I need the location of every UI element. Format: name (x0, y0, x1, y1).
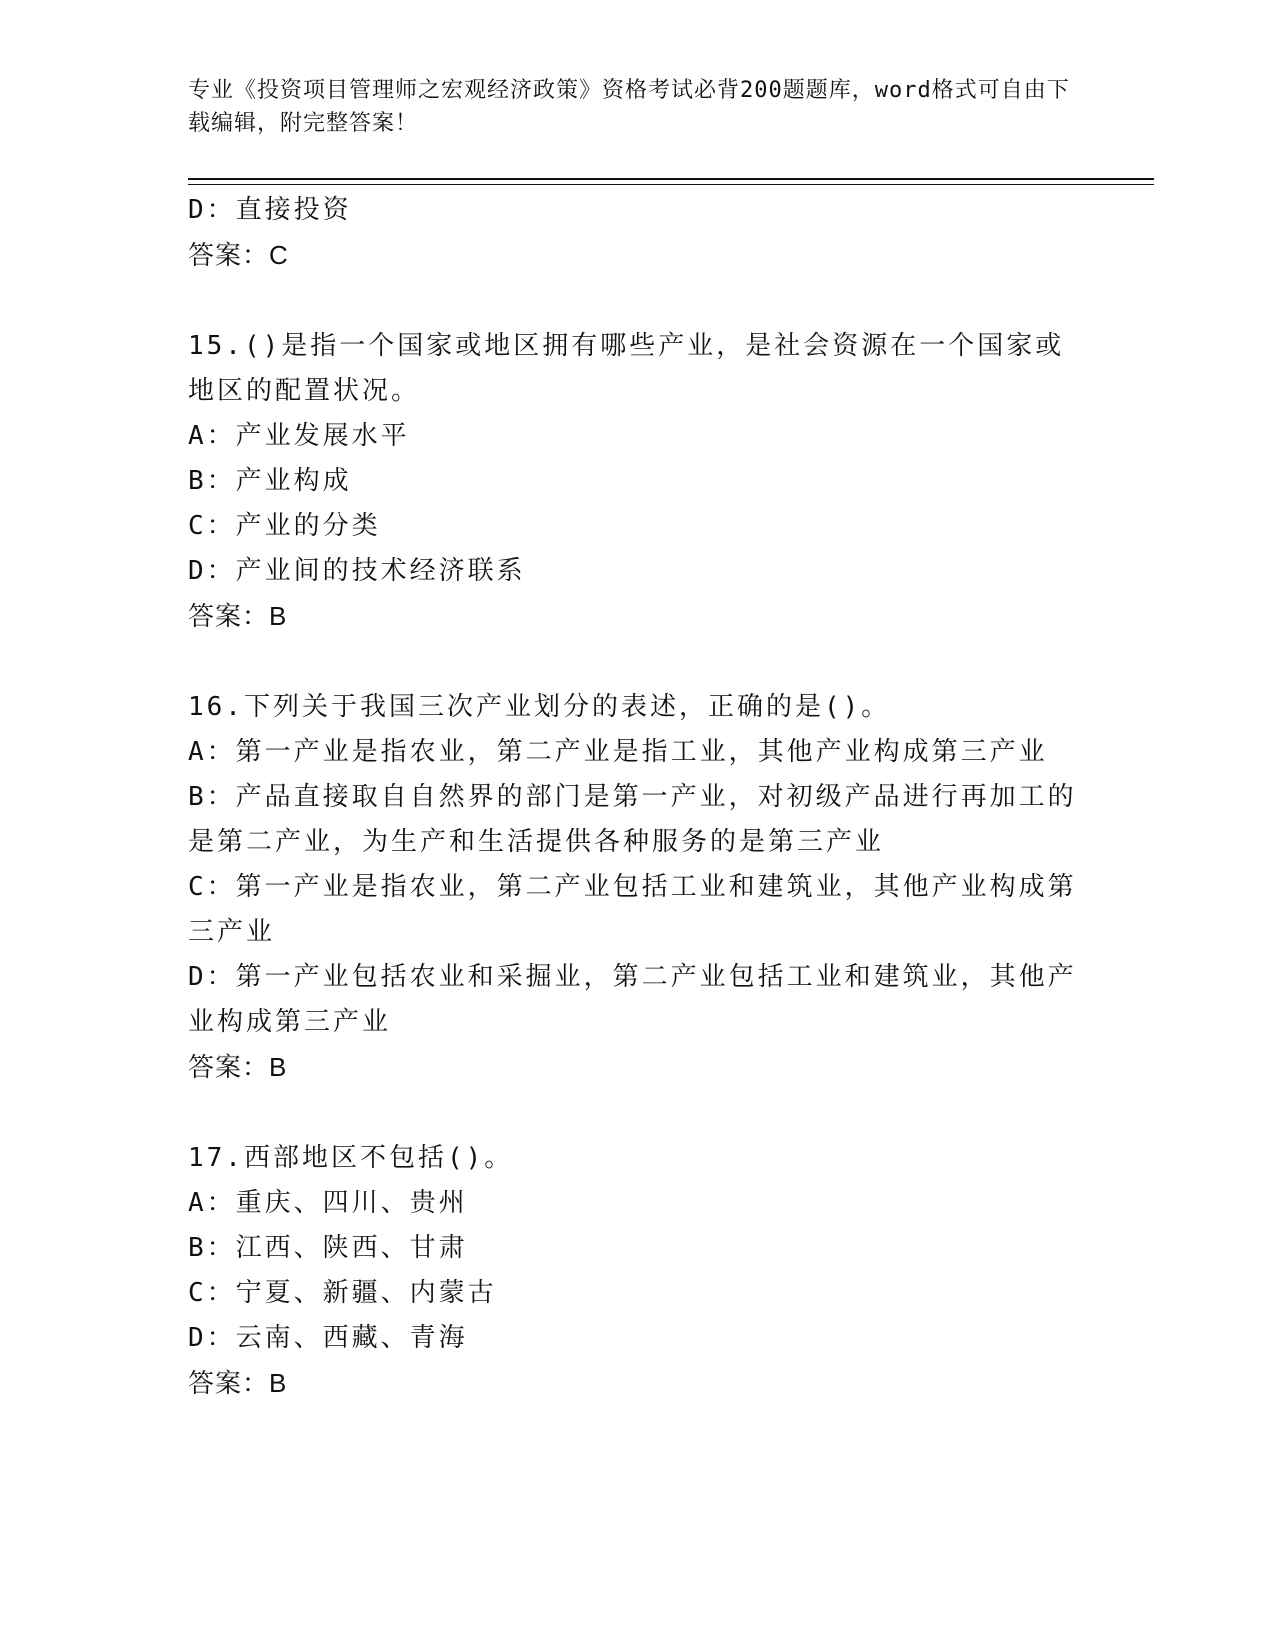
answer-line: 答案：B (188, 1052, 288, 1082)
option-d: D：云南、西藏、青海 (188, 1323, 468, 1353)
answer-line: 答案：B (188, 601, 288, 631)
question-16 (188, 685, 1088, 1090)
header-rule-thick (188, 178, 1154, 180)
question-gap (188, 278, 1088, 324)
question-stem: 15.()是指一个国家或地区拥有哪些产业，是社会资源在一个国家或地区的配置状况。 (188, 331, 1065, 406)
option-a: A：第一产业是指农业，第二产业是指工业，其他产业构成第三产业 (188, 737, 1048, 767)
question-17 (188, 1136, 1088, 1406)
option-d: D：第一产业包括农业和采掘业，第二产业包括工业和建筑业，其他产业构成第三产业 (188, 962, 1077, 1037)
question-content (188, 188, 1088, 1406)
question-gap (188, 1090, 1088, 1136)
header-rule-thin (188, 184, 1154, 185)
answer-line: 答案：B (188, 1368, 288, 1398)
previous-question-tail (188, 188, 1088, 278)
option-c: C：产业的分类 (188, 511, 381, 541)
option-b: B：产品直接取自自然界的部门是第一产业，对初级产品进行再加工的是第二产业，为生产和生活提供各种服务的是第三产业 (188, 782, 1077, 857)
question-gap (188, 639, 1088, 685)
option-a: A：产业发展水平 (188, 421, 410, 451)
question-stem: 16.下列关于我国三次产业划分的表述，正确的是()。 (188, 692, 891, 722)
header-text: 专业《投资项目管理师之宏观经济政策》资格考试必背200题题库，word格式可自由下载编辑，附完整答案！ (188, 78, 1070, 136)
option-b: B：产业构成 (188, 466, 352, 496)
option-c: C：第一产业是指农业，第二产业包括工业和建筑业，其他产业构成第三产业 (188, 872, 1077, 947)
answer-line: 答案：C (188, 240, 289, 270)
question-stem: 17.西部地区不包括()。 (188, 1143, 514, 1173)
page-header (188, 74, 1088, 140)
question-15 (188, 324, 1088, 639)
option-d: D：产业间的技术经济联系 (188, 556, 526, 586)
option-a: A：重庆、四川、贵州 (188, 1188, 468, 1218)
option-b: B：江西、陕西、甘肃 (188, 1233, 468, 1263)
option-d: D：直接投资 (188, 195, 352, 225)
option-c: C：宁夏、新疆、内蒙古 (188, 1278, 497, 1308)
